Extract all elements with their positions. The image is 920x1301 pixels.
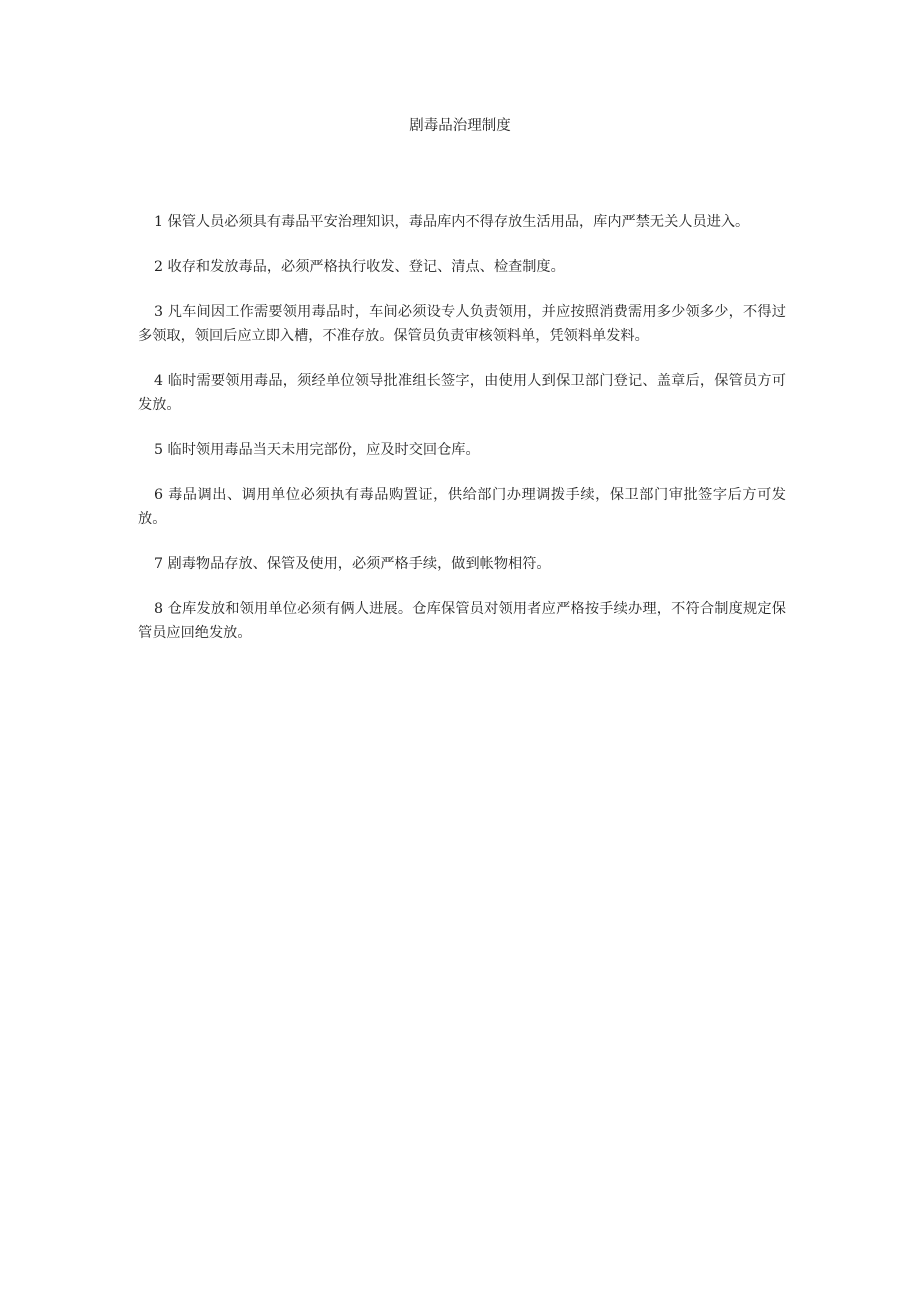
rule-item: 6 毒品调出、调用单位必须执有毒品购置证，供给部门办理调拨手续，保卫部门审批签字后方可发放。 — [138, 487, 786, 527]
rule-item: 1 保管人员必须具有毒品平安治理知识，毒品库内不得存放生活用品，库内严禁无关人员进入。 — [154, 214, 750, 230]
rule-item: 2 收存和发放毒品，必须严格执行收发、登记、清点、检查制度。 — [154, 259, 565, 275]
rule-item: 3 凡车间因工作需要领用毒品时，车间必须设专人负责领用，并应按照消费需用多少领多少，不得过多领取，领回后应立即入槽，不准存放。保管员负责审核领料单，凭领料单发料。 — [138, 304, 786, 344]
rules-list — [138, 210, 786, 666]
rule-item: 5 临时领用毒品当天未用完部份，应及时交回仓库。 — [154, 442, 480, 458]
document-title: 剧毒品治理制度 — [409, 118, 511, 134]
rule-item: 8 仓库发放和领用单位必须有俩人进展。仓库保管员对领用者应严格按手续办理，不符合制度规定保管员应回绝发放。 — [138, 601, 786, 641]
rule-item: 7 剧毒物品存放、保管及使用，必须严格手续，做到帐物相符。 — [154, 556, 551, 572]
rule-item: 4 临时需要领用毒品，须经单位领导批准组长签字，由使用人到保卫部门登记、盖章后，保管员方可发放。 — [138, 373, 786, 413]
